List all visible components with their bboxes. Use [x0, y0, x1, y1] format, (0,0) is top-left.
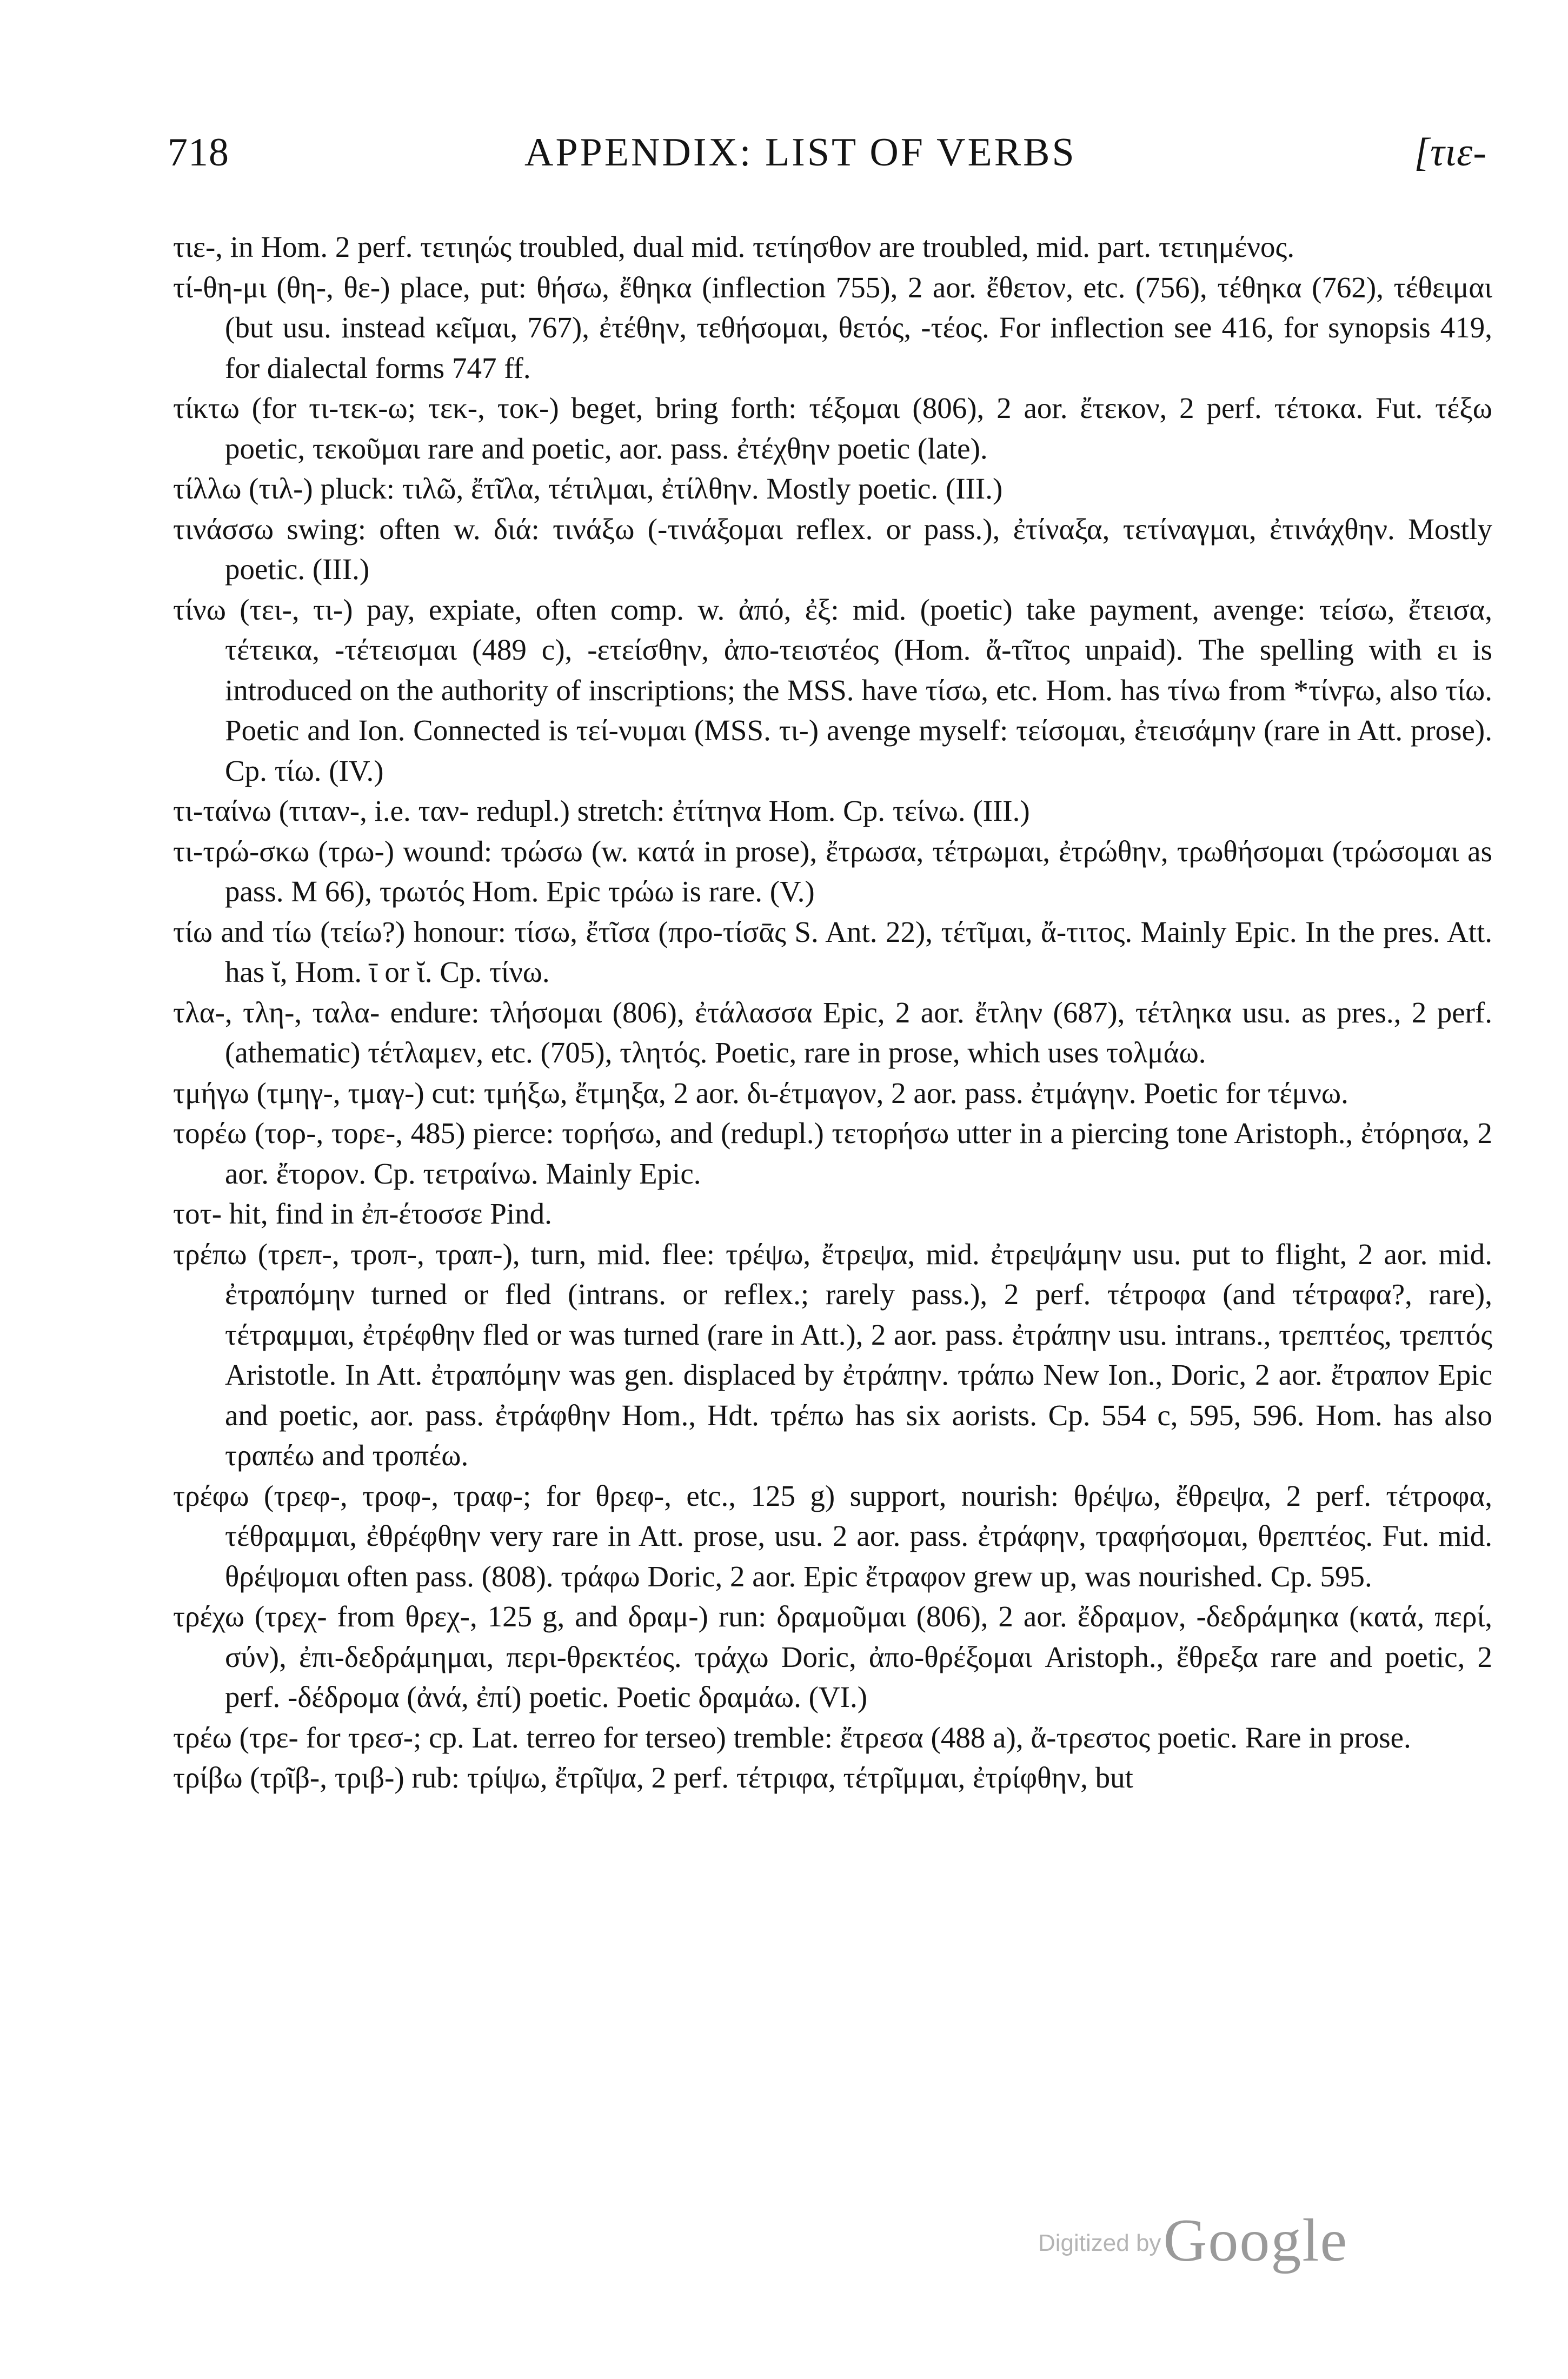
verb-entry-tie: τιε-, in Hom. 2 perf. τετιηώς troubled, dual mid. τετίησθον are troubled, mid. part. τετιημένος. [173, 230, 1295, 263]
verb-entry-tinasso: τινάσσω swing: often w. διά: τινάξω (-τινάξομαι reflex. or pass.), ἐτίναξα, τετίναγμαι, ἐτινάχθην. Mostly poetic. (III.) [173, 512, 1492, 586]
verb-entry-titrosko: τι-τρώ-σκω (τρω-) wound: τρώσω (w. κατά in prose), ἔτρωσα, τέτρωμαι, ἐτρώθην, τρωθήσομαι (τρώσομαι as pass. M 66), τρωτός Hom. Epic τρώω is rare. (V.) [173, 834, 1492, 908]
verb-entry-tikto: τίκτω (for τι-τεκ-ω; τεκ-, τοκ-) beget, bring forth: τέξομαι (806), 2 aor. ἔτεκον, 2 perf. τέτοκα. Fut. τέξω poetic, τεκοῦμαι rare and poetic, aor. pass. ἐτέχθην poetic (late). [173, 391, 1492, 465]
verb-entry-titaino: τι-ταίνω (τιταν-, i.e. ταν- redupl.) stretch: ἐτίτηνα Hom. Cp. τείνω. (III.) [173, 794, 1030, 827]
running-header [168, 130, 1487, 189]
watermark-prefix: Digitized by [1038, 2230, 1161, 2256]
verb-entry-toreo: τορέω (τορ-, τορε-, 485) pierce: τορήσω, and (redupl.) τετορήσω utter in a piercing tone Aristoph., ἐτόρησα, 2 aor. ἔτορον. Cp. τετραίνω. Mainly Epic. [173, 1117, 1492, 1190]
google-logo: Google [1163, 2207, 1348, 2274]
verb-entry-tribo: τρίβω (τρῖβ-, τριβ-) rub: τρίψω, ἔτρῖψα, 2 perf. τέτριφα, τέτρῖμμαι, ἐτρίφθην, but [173, 1761, 1133, 1794]
page-title: APPENDIX: LIST OF VERBS [524, 130, 1077, 175]
verb-entry-trepho: τρέφω (τρεφ-, τροφ-, τραφ-; for θρεφ-, etc., 125 g) support, nourish: θρέψω, ἔθρεψα, 2 perf. τέτροφα, τέθραμμαι, ἐθρέφθην very rare in Att. prose, usu. 2 aor. pass. ἐτράφην, τραφήσομαι, θρεπτέος. Fut. mid. θρέψομαι often pass. (808). τράφω Doric, 2 aor. Epic ἔτραφον grew up, was nourished. Cp. 595. [173, 1479, 1492, 1593]
guide-word: [τιε- [1414, 130, 1487, 175]
verb-entry-trepo: τρέπω (τρεπ-, τροπ-, τραπ-), turn, mid. flee: τρέψω, ἔτρεψα, mid. ἐτρεψάμην usu. put to flight, 2 aor. mid. ἐτραπόμην turned or fled (intrans. or reflex.; rarely pass.), 2 perf. τέτροφα (and τέτραφα?, rare), τέτραμμαι, ἐτρέφθην fled or was turned (rare in Att.), 2 aor. pass. ἐτράπην usu. intrans., τρεπτέος, τρεπτός Aristotle. In Att. ἐτραπόμην was gen. displaced by ἐτράπην. τράπω New Ion., Doric, 2 aor. ἔτραπον Epic and poetic, aor. pass. ἐτράφθην Hom., Hdt. τρέπω has six aorists. Cp. 554 c, 595, 596. Hom. has also τραπέω and τροπέω. [173, 1237, 1492, 1472]
verb-list [173, 227, 1492, 1798]
verb-entry-tino: τίνω (τει-, τι-) pay, expiate, often comp. w. ἀπό, ἐξ: mid. (poetic) take payment, avenge: τείσω, ἔτεισα, τέτεικα, -τέτεισμαι (489 c), -ετείσθην, ἀπο-τειστέος (Hom. ἄ-τῖτος unpaid). The spelling with ει is introduced on the authority of inscriptions; the MSS. have τίσω, etc. Hom. has τίνω from *τίνϝω, also τίω. Poetic and Ion. Connected is τεί-νυμαι (MSS. τι-) avenge myself: τείσομαι, ἐτεισάμην (rare in Att. prose). Cp. τίω. (IV.) [173, 593, 1492, 787]
digitized-watermark [1038, 2206, 1348, 2276]
verb-entry-tillo: τίλλω (τιλ-) pluck: τιλῶ, ἔτῖλα, τέτιλμαι, ἐτίλθην. Mostly poetic. (III.) [173, 472, 1003, 505]
verb-entry-tmego: τμήγω (τμηγ-, τμαγ-) cut: τμήξω, ἔτμηξα, 2 aor. δι-έτμαγον, 2 aor. pass. ἐτμάγην. Poetic for τέμνω. [173, 1076, 1348, 1109]
verb-entry-treo: τρέω (τρε- for τρεσ-; cp. Lat. terreo for terseo) tremble: ἔτρεσα (488 a), ἄ-τρεστος poetic. Rare in prose. [173, 1720, 1411, 1754]
verb-entry-tla: τλα-, τλη-, ταλα- endure: τλήσομαι (806), ἐτάλασσα Epic, 2 aor. ἔτλην (687), τέτληκα usu. as pres., 2 perf. (athematic) τέτλαμεν, etc. (705), τλητός. Poetic, rare in prose, which uses τολμάω. [173, 995, 1492, 1069]
verb-entry-tio: τίω and τίω (τείω?) honour: τίσω, ἔτῖσα (προ-τίσᾱς S. Ant. 22), τέτῖμαι, ἄ-τιτος. Mainly Epic. In the pres. Att. has ῐ, Hom. ῑ or ῐ. Cp. τίνω. [173, 915, 1492, 988]
verb-entry-tot: τοτ- hit, find in ἐπ-έτοσσε Pind. [173, 1197, 552, 1230]
verb-entry-tithemi: τί-θη-μι (θη-, θε-) place, put: θήσω, ἔθηκα (inflection 755), 2 aor. ἔθετον, etc. (756), τέθηκα (762), τέθειμαι (but usu. instead κεῖμαι, 767), ἐτέθην, τεθήσομαι, θετός, -τέος. For inflection see 416, for synopsis 419, for dialectal forms 747 ff. [173, 270, 1492, 384]
verb-entry-trecho: τρέχω (τρεχ- from θρεχ-, 125 g, and δραμ-) run: δραμοῦμαι (806), 2 aor. ἔδραμον, -δεδράμηκα (κατά, περί, σύν), ἐπι-δεδράμημαι, περι-θρεκτέος. τράχω Doric, ἀπο-θρέξομαι Aristoph., ἔθρεξα rare and poetic, 2 perf. -δέδρομα (ἀνά, ἐπί) poetic. Poetic δραμάω. (VI.) [173, 1600, 1492, 1713]
page-number: 718 [168, 130, 229, 175]
